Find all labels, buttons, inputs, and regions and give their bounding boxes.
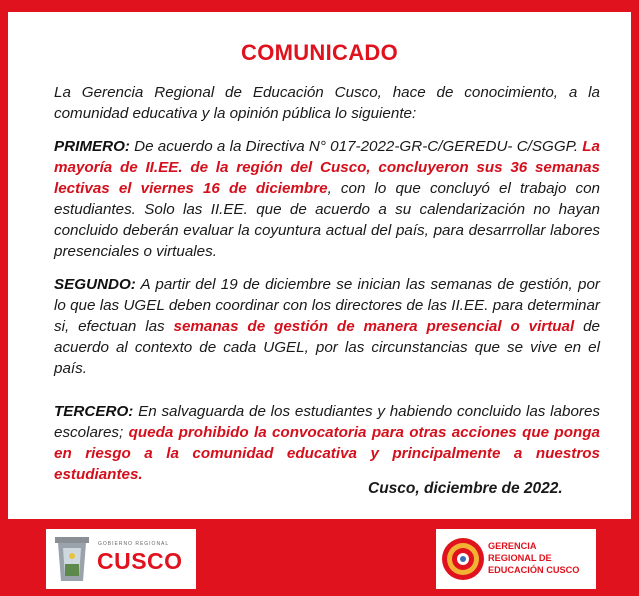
segundo-text-2: de acuerdo al contexto de cada UGEL, por las circunstancias que se vive en el país.: [54, 318, 600, 377]
gerencia-logo-line: GERENCIA: [488, 541, 537, 551]
page-title: COMUNICADO: [241, 40, 398, 65]
primero-paragraph: [54, 136, 600, 262]
primero-highlight: La mayoría de II.EE. de la región del Cusco, concluyeron sus 36 semanas lectivas el viernes 16 de diciembre: [54, 138, 600, 197]
primero-text-1: De acuerdo a la Directiva N° 017-2022-GR-C/GEREDU- C/SGGP.: [129, 138, 583, 155]
tercero-lead: TERCERO:: [54, 403, 134, 420]
footer-band: [8, 519, 631, 596]
gerencia-logo-text: [488, 540, 594, 576]
document-paper: [8, 12, 631, 519]
tercero-paragraph: [54, 401, 600, 485]
document-body: [54, 82, 600, 497]
cusco-regional-logo: [46, 529, 196, 589]
segundo-lead: SEGUNDO:: [54, 276, 136, 293]
education-seal-icon: [441, 537, 485, 581]
signature-date: Cusco, diciembre de 2022.: [368, 480, 563, 497]
segundo-highlight: semanas de gestión de manera presencial o virtual: [173, 318, 575, 335]
intro-paragraph: [54, 82, 600, 124]
cusco-logo-caption: GOBIERNO REGIONAL: [98, 541, 170, 547]
primero-lead: PRIMERO:: [54, 138, 130, 155]
gerencia-logo: [436, 529, 596, 589]
gerencia-logo-line: EDUCACIÓN CUSCO: [488, 565, 580, 575]
intro-text: La Gerencia Regional de Educación Cusco, hace de conocimiento, a la comunidad educativa y la opinión pública lo siguiente:: [54, 84, 600, 122]
cusco-logo-word: CUSCO: [97, 548, 183, 574]
tercero-text-1: En salvaguarda de los estudiantes y habiendo concluido las labores escolares;: [54, 403, 600, 441]
segundo-text-1: A partir del 19 de diciembre se inician las semanas de gestión, por lo que las UGEL deben coordinar con los directores de las II.EE. para determinar si, efectuan las: [54, 276, 600, 335]
segundo-paragraph: [54, 274, 600, 379]
primero-text-2: , con lo que concluyó el trabajo con estudiantes. Solo las II.EE. que de acuerdo a su calendarización no hayan concluido deberán evaluar la coyuntura actual del país, para desarrrollar labores presenciales o virtuales.: [54, 180, 600, 260]
tower-emblem-icon: [52, 534, 92, 584]
gerencia-logo-line: REGIONAL DE: [488, 553, 552, 563]
tercero-highlight: queda prohibido la convocatoria para otras acciones que ponga en riesgo a la comunidad educativa y principalmente a nuestros estudiantes.: [54, 424, 600, 483]
